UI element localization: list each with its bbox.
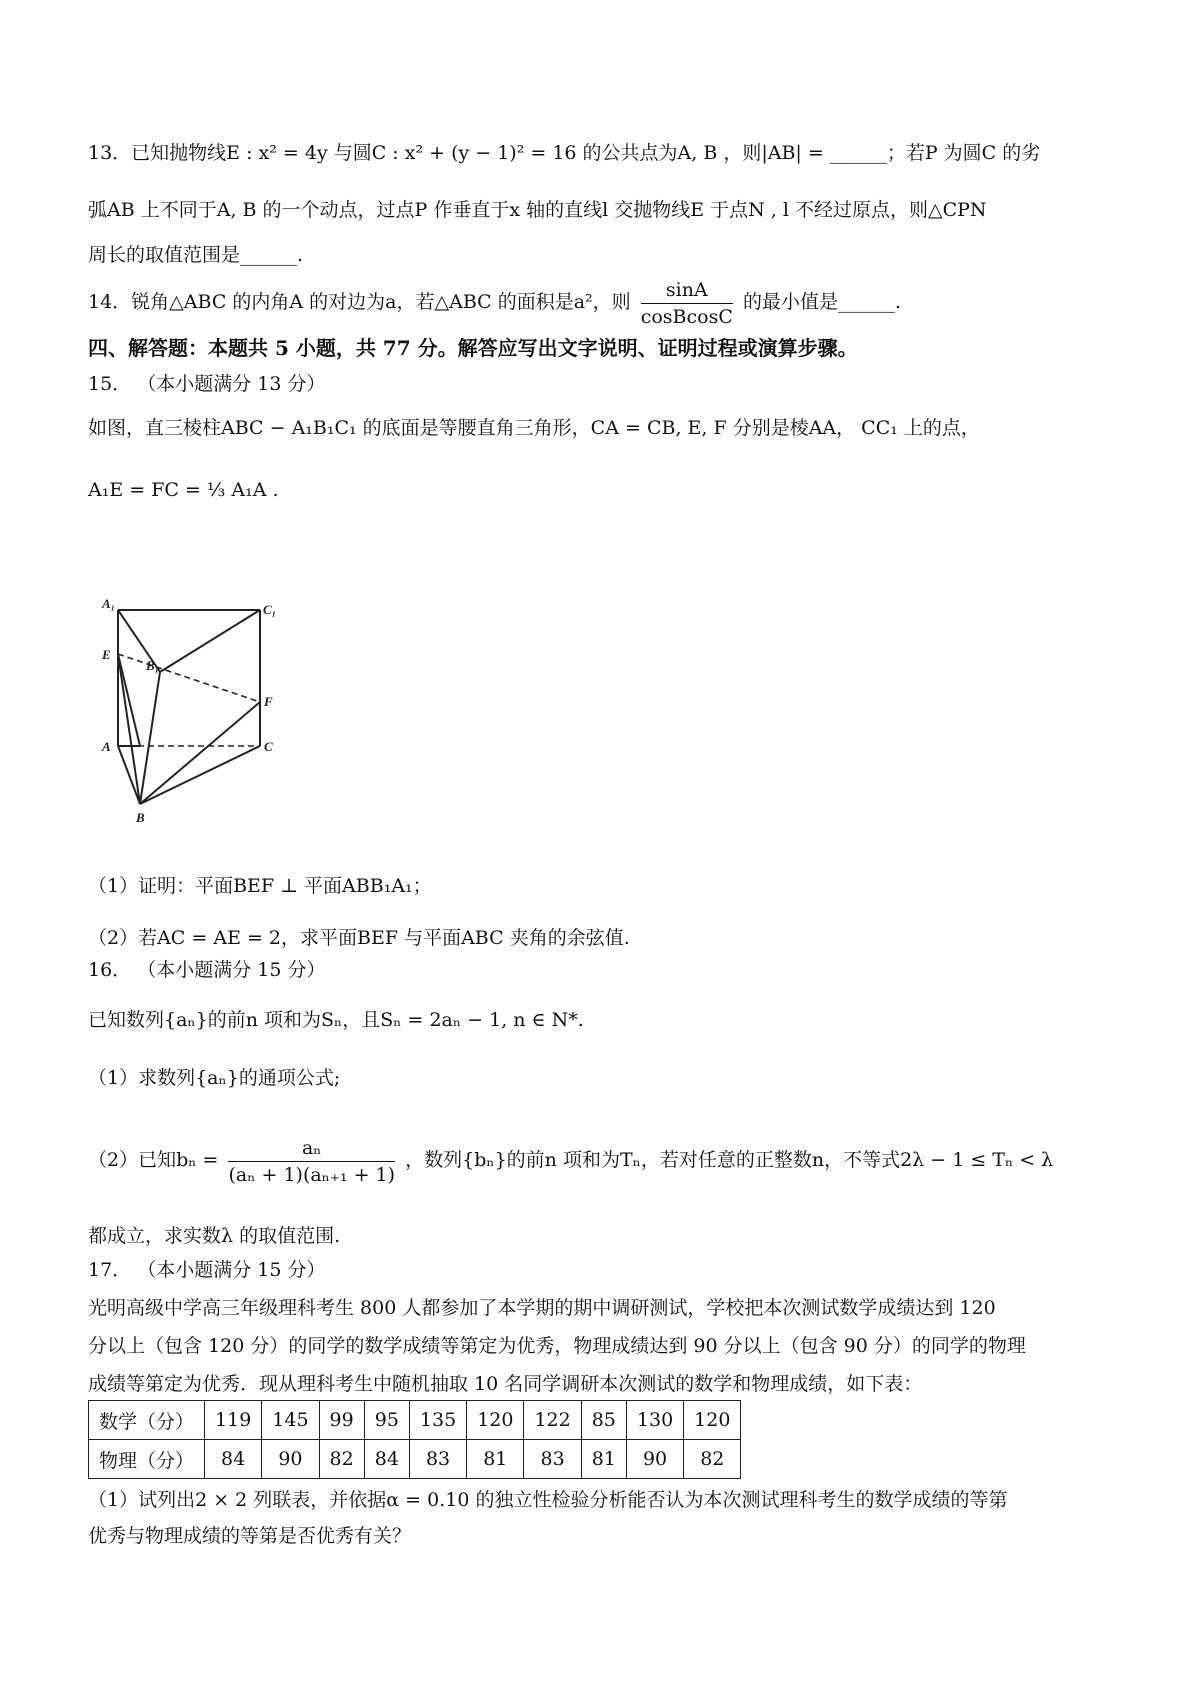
table-cell: 84 xyxy=(364,1440,409,1479)
table-cell: 119 xyxy=(205,1401,262,1440)
q16-header: 16． （本小题满分 15 分） xyxy=(88,959,326,981)
table-cell: 83 xyxy=(524,1440,581,1479)
q16-sub2-continued: 都成立，求实数λ 的取值范围. xyxy=(88,1225,341,1247)
table-cell: 95 xyxy=(364,1401,409,1440)
label-E: E xyxy=(102,647,111,662)
table-cell: 83 xyxy=(409,1440,466,1479)
q15-stem: 如图，直三棱柱ABC − A₁B₁C₁ 的底面是等腰直角三角形，CA = CB, E, F 分别是棱AA， CC₁ 上的点， xyxy=(88,417,980,439)
label-B: B xyxy=(136,810,145,825)
prism-figure xyxy=(100,596,290,828)
q15-header: 15． （本小题满分 13 分） xyxy=(88,373,326,395)
q15-sub2: （2）若AC = AE = 2，求平面BEF 与平面ABC 夹角的余弦值. xyxy=(88,927,630,949)
table-cell: 81 xyxy=(467,1440,524,1479)
table-cell: 90 xyxy=(262,1440,319,1479)
q14-fraction-numerator: sinA xyxy=(641,277,733,304)
table-cell: 81 xyxy=(581,1440,626,1479)
q16-sub2 xyxy=(88,1130,1128,1190)
q17-sub1-line1: （1）试列出2 × 2 列联表，并依据α = 0.10 的独立性检验分析能否认为本次测试理科考生的数学成绩的等第 xyxy=(88,1489,1008,1511)
label-F: F xyxy=(264,694,273,709)
table-cell: 145 xyxy=(262,1401,319,1440)
label-A: A xyxy=(102,739,111,754)
q14-line xyxy=(88,272,1128,332)
q14-fraction xyxy=(641,277,733,330)
q17-stem-2: 分以上（包含 120 分）的同学的数学成绩等第定为优秀，物理成绩达到 90 分以上（包含 90 分）的同学的物理 xyxy=(88,1335,1026,1357)
q16-fraction xyxy=(228,1135,395,1188)
table-cell: 135 xyxy=(409,1401,466,1440)
q14-text-before: 14．锐角△ABC 的内角A 的对边为a，若△ABC 的面积是a²，则 xyxy=(88,291,631,313)
label-A1: A₁ xyxy=(102,596,116,611)
q16-fraction-denominator: (aₙ + 1)(aₙ₊₁ + 1) xyxy=(228,1163,396,1186)
label-C: C xyxy=(264,739,273,754)
table-cell: 85 xyxy=(581,1401,626,1440)
q15-vector-condition: A₁E = FC = ⅓ A₁A . xyxy=(88,479,279,501)
q15-sub1: （1）证明：平面BEF ⊥ 平面ABB₁A₁； xyxy=(88,875,432,897)
table-row-math xyxy=(89,1401,741,1440)
q17-stem-1: 光明高级中学高三年级理科考生 800 人都参加了本学期的期中调研测试，学校把本次测试数学成绩达到 120 xyxy=(88,1297,996,1319)
table-row-label: 物理（分） xyxy=(89,1440,205,1479)
q14-text-after: 的最小值是______. xyxy=(742,291,901,313)
q16-sub1: （1）求数列{aₙ}的通项公式; xyxy=(88,1067,341,1089)
table-cell: 82 xyxy=(684,1440,741,1479)
q17-header: 17． （本小题满分 15 分） xyxy=(88,1259,326,1281)
scores-table xyxy=(88,1400,741,1479)
table-cell: 90 xyxy=(626,1440,683,1479)
table-cell: 84 xyxy=(205,1440,262,1479)
table-cell: 122 xyxy=(524,1401,581,1440)
q16-sub2-after: ，数列{bₙ}的前n 项和为Tₙ，若对任意的正整数n，不等式2λ − 1 ≤ Tₙ < λ xyxy=(405,1149,1054,1171)
table-cell: 130 xyxy=(626,1401,683,1440)
q16-fraction-numerator: aₙ xyxy=(228,1135,395,1162)
q17-sub1-line2: 优秀与物理成绩的等第是否优秀有关？ xyxy=(88,1525,412,1547)
table-row-physics xyxy=(89,1440,741,1479)
q16-stem: 已知数列{aₙ}的前n 项和为Sₙ，且Sₙ = 2aₙ − 1, n ∈ N*. xyxy=(88,1009,584,1031)
section-4-heading: 四、解答题：本题共 5 小题，共 77 分。解答应写出文字说明、证明过程或演算步骤。 xyxy=(88,336,858,360)
table-cell: 120 xyxy=(684,1401,741,1440)
q17-stem-3: 成绩等第定为优秀．现从理科考生中随机抽取 10 名同学调研本次测试的数学和物理成绩，如下表： xyxy=(88,1373,923,1395)
table-cell: 99 xyxy=(319,1401,364,1440)
q13-line1: 13．已知抛物线E : x² = 4y 与圆C : x² + (y − 1)² = 16 的公共点为A, B ，则|AB| = ______；若P 为圆C 的劣 xyxy=(88,142,1041,164)
q14-fraction-denominator: cosBcosC xyxy=(640,305,733,328)
table-cell: 120 xyxy=(467,1401,524,1440)
q13-line2: 弧AB 上不同于A, B 的一个动点，过点P 作垂直于x 轴的直线l 交抛物线E 于点N , l 不经过原点，则△CPN xyxy=(88,199,987,221)
label-C1: C₁ xyxy=(263,602,277,617)
q13-line3: 周长的取值范围是______. xyxy=(88,244,304,266)
q16-sub2-before: （2）已知bₙ = xyxy=(88,1149,219,1171)
table-row-label: 数学（分） xyxy=(89,1401,205,1440)
table-cell: 82 xyxy=(319,1440,364,1479)
label-B1: B₁ xyxy=(146,658,160,673)
